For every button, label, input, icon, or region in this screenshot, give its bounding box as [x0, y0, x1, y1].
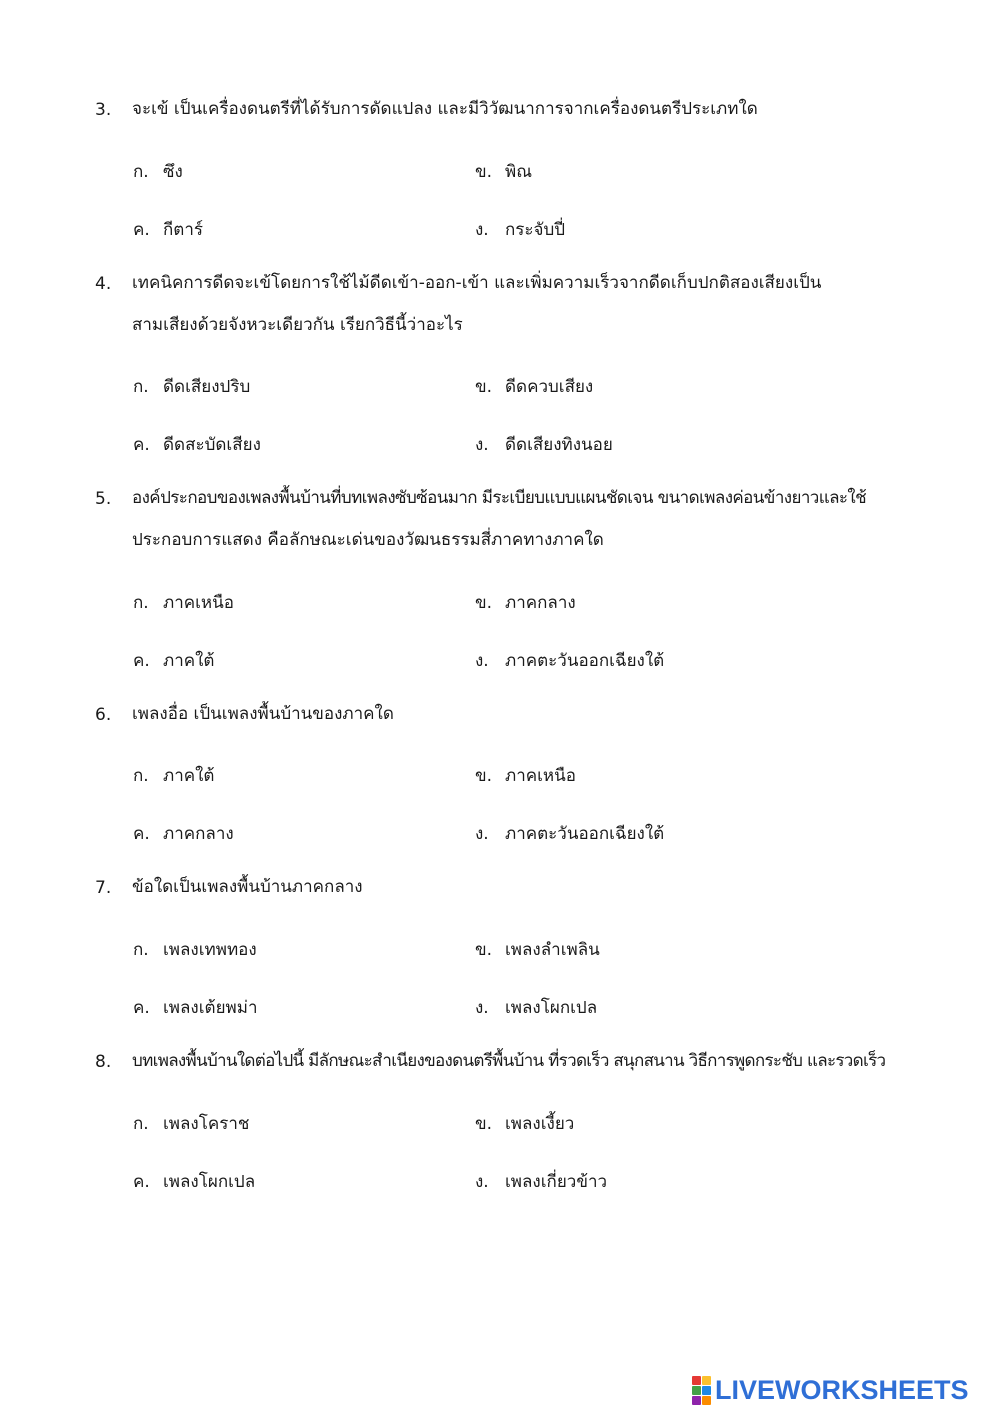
- option-label: ค.: [133, 435, 150, 455]
- question-line: สามเสียงด้วยจังหวะเดียวกัน เรียกวิธีนี้ว่าอะไร: [132, 315, 463, 335]
- option-label: ก.: [133, 1114, 149, 1134]
- option-label: ข.: [475, 593, 493, 613]
- option-text: เพลงลำเพลิน: [505, 940, 600, 960]
- option-text: ภาคใต้: [163, 651, 215, 671]
- option-text: เพลงเทพทอง: [163, 940, 257, 960]
- logo-square: [702, 1376, 711, 1385]
- question-line: ประกอบการแสดง คือลักษณะเด่นของวัฒนธรรมสี่ภาคทางภาคใด: [132, 530, 604, 550]
- option-label: ค.: [133, 824, 150, 844]
- option-label: ก.: [133, 377, 149, 397]
- option-q7-d[interactable]: [475, 994, 597, 1021]
- option-text: ดีดเสียงปริบ: [163, 377, 251, 397]
- option-text: เพลงเต้ยพม่า: [163, 998, 258, 1018]
- option-q5-b[interactable]: [475, 589, 576, 616]
- option-label: ก.: [133, 593, 149, 613]
- question-line: บทเพลงพื้นบ้านใดต่อไปนี้ มีลักษณะสำเนียงของดนตรีพื้นบ้าน ที่รวดเร็ว สนุกสนาน วิธีการพูดกระชับ และรวดเร็ว: [132, 1051, 886, 1071]
- option-text: ภาคเหนือ: [163, 593, 234, 613]
- option-q8-c[interactable]: [133, 1168, 255, 1195]
- option-text: ภาคกลาง: [505, 593, 576, 613]
- option-text: ภาคตะวันออกเฉียงใต้: [505, 651, 665, 671]
- liveworksheets-logo[interactable]: [692, 1376, 969, 1404]
- option-label: ก.: [133, 766, 149, 786]
- question-text: [132, 274, 952, 346]
- option-q6-d[interactable]: [475, 820, 664, 847]
- logo-square: [692, 1386, 701, 1395]
- option-q4-a[interactable]: [133, 373, 250, 400]
- logo-square: [702, 1386, 711, 1395]
- option-q4-d[interactable]: [475, 431, 613, 458]
- option-label: ก.: [133, 940, 149, 960]
- question-line: ข้อใดเป็นเพลงพื้นบ้านภาคกลาง: [132, 877, 363, 897]
- question-number: 8.: [95, 1052, 112, 1072]
- question-number: 5.: [95, 489, 112, 509]
- question-number: 4.: [95, 274, 112, 294]
- option-q8-b[interactable]: [475, 1110, 574, 1137]
- option-label: ก.: [133, 162, 149, 182]
- option-q5-d[interactable]: [475, 647, 664, 674]
- option-label: ข.: [475, 377, 493, 397]
- option-text: ดีดควบเสียง: [505, 377, 594, 397]
- question-number: 6.: [95, 705, 112, 725]
- option-label: ง.: [475, 1172, 489, 1192]
- option-text: เพลงเกี่ยวข้าว: [505, 1172, 608, 1192]
- option-q3-c[interactable]: [133, 216, 203, 243]
- option-q4-b[interactable]: [475, 373, 593, 400]
- option-label: ข.: [475, 766, 493, 786]
- option-text: เพลงโผกเปล: [505, 998, 598, 1018]
- liveworksheets-logo-icon: [692, 1376, 711, 1405]
- question-text: [132, 705, 952, 735]
- option-q6-a[interactable]: [133, 762, 214, 789]
- option-q4-c[interactable]: [133, 431, 261, 458]
- option-text: เพลงโผกเปล: [163, 1172, 256, 1192]
- option-label: ง.: [475, 435, 489, 455]
- question-number: 3.: [95, 100, 112, 120]
- question-line: จะเข้ เป็นเครื่องดนตรีที่ได้รับการดัดแปลง และมีวิวัฒนาการจากเครื่องดนตรีประเภทใด: [132, 99, 758, 119]
- question-line: เพลงอื่อ เป็นเพลงพื้นบ้านของภาคใด: [132, 704, 394, 724]
- option-label: ค.: [133, 651, 150, 671]
- option-text: กระจับปี่: [505, 220, 566, 240]
- option-text: ภาคเหนือ: [505, 766, 576, 786]
- question-line: เทคนิคการดีดจะเข้โดยการใช้ไม้ดีดเข้า-ออก-เข้า และเพิ่มความเร็วจากดีดเก็บปกติสองเสียงเป็น: [132, 273, 822, 293]
- option-q6-c[interactable]: [133, 820, 234, 847]
- question-text: [132, 878, 952, 908]
- option-q3-b[interactable]: [475, 158, 532, 185]
- option-q5-a[interactable]: [133, 589, 234, 616]
- option-text: เพลงโคราช: [163, 1114, 250, 1134]
- question-text: [132, 100, 952, 130]
- option-text: ภาคกลาง: [163, 824, 234, 844]
- option-label: ข.: [475, 162, 493, 182]
- option-text: ซึง: [163, 162, 183, 182]
- logo-square: [702, 1396, 711, 1405]
- option-text: พิณ: [505, 162, 532, 182]
- question-text: [132, 489, 952, 561]
- option-q3-a[interactable]: [133, 158, 183, 185]
- option-label: ค.: [133, 1172, 150, 1192]
- option-label: ง.: [475, 220, 489, 240]
- option-text: ภาคใต้: [163, 766, 215, 786]
- logo-square: [692, 1396, 701, 1405]
- option-label: ง.: [475, 824, 489, 844]
- option-q3-d[interactable]: [475, 216, 565, 243]
- option-label: ข.: [475, 940, 493, 960]
- question-number: 7.: [95, 878, 112, 898]
- option-label: ค.: [133, 220, 150, 240]
- option-q7-c[interactable]: [133, 994, 258, 1021]
- option-q7-a[interactable]: [133, 936, 257, 963]
- option-q5-c[interactable]: [133, 647, 214, 674]
- option-q8-a[interactable]: [133, 1110, 249, 1137]
- option-text: กีตาร์: [163, 220, 204, 240]
- logo-square: [692, 1376, 701, 1385]
- option-q8-d[interactable]: [475, 1168, 607, 1195]
- option-label: ข.: [475, 1114, 493, 1134]
- option-label: ง.: [475, 651, 489, 671]
- option-q7-b[interactable]: [475, 936, 600, 963]
- option-text: ดีดสะบัดเสียง: [163, 435, 261, 455]
- option-text: ดีดเสียงทิงนอย: [505, 435, 613, 455]
- option-text: เพลงเงี้ยว: [505, 1114, 575, 1134]
- option-q6-b[interactable]: [475, 762, 576, 789]
- liveworksheets-brand-text: LIVEWORKSHEETS: [715, 1375, 969, 1405]
- option-label: ง.: [475, 998, 489, 1018]
- question-text: [132, 1052, 952, 1082]
- option-text: ภาคตะวันออกเฉียงใต้: [505, 824, 665, 844]
- option-label: ค.: [133, 998, 150, 1018]
- question-line: องค์ประกอบของเพลงพื้นบ้านที่บทเพลงซับซ้อนมาก มีระเบียบแบบแผนชัดเจน ขนาดเพลงค่อนข้างยาวและใช้: [132, 488, 867, 508]
